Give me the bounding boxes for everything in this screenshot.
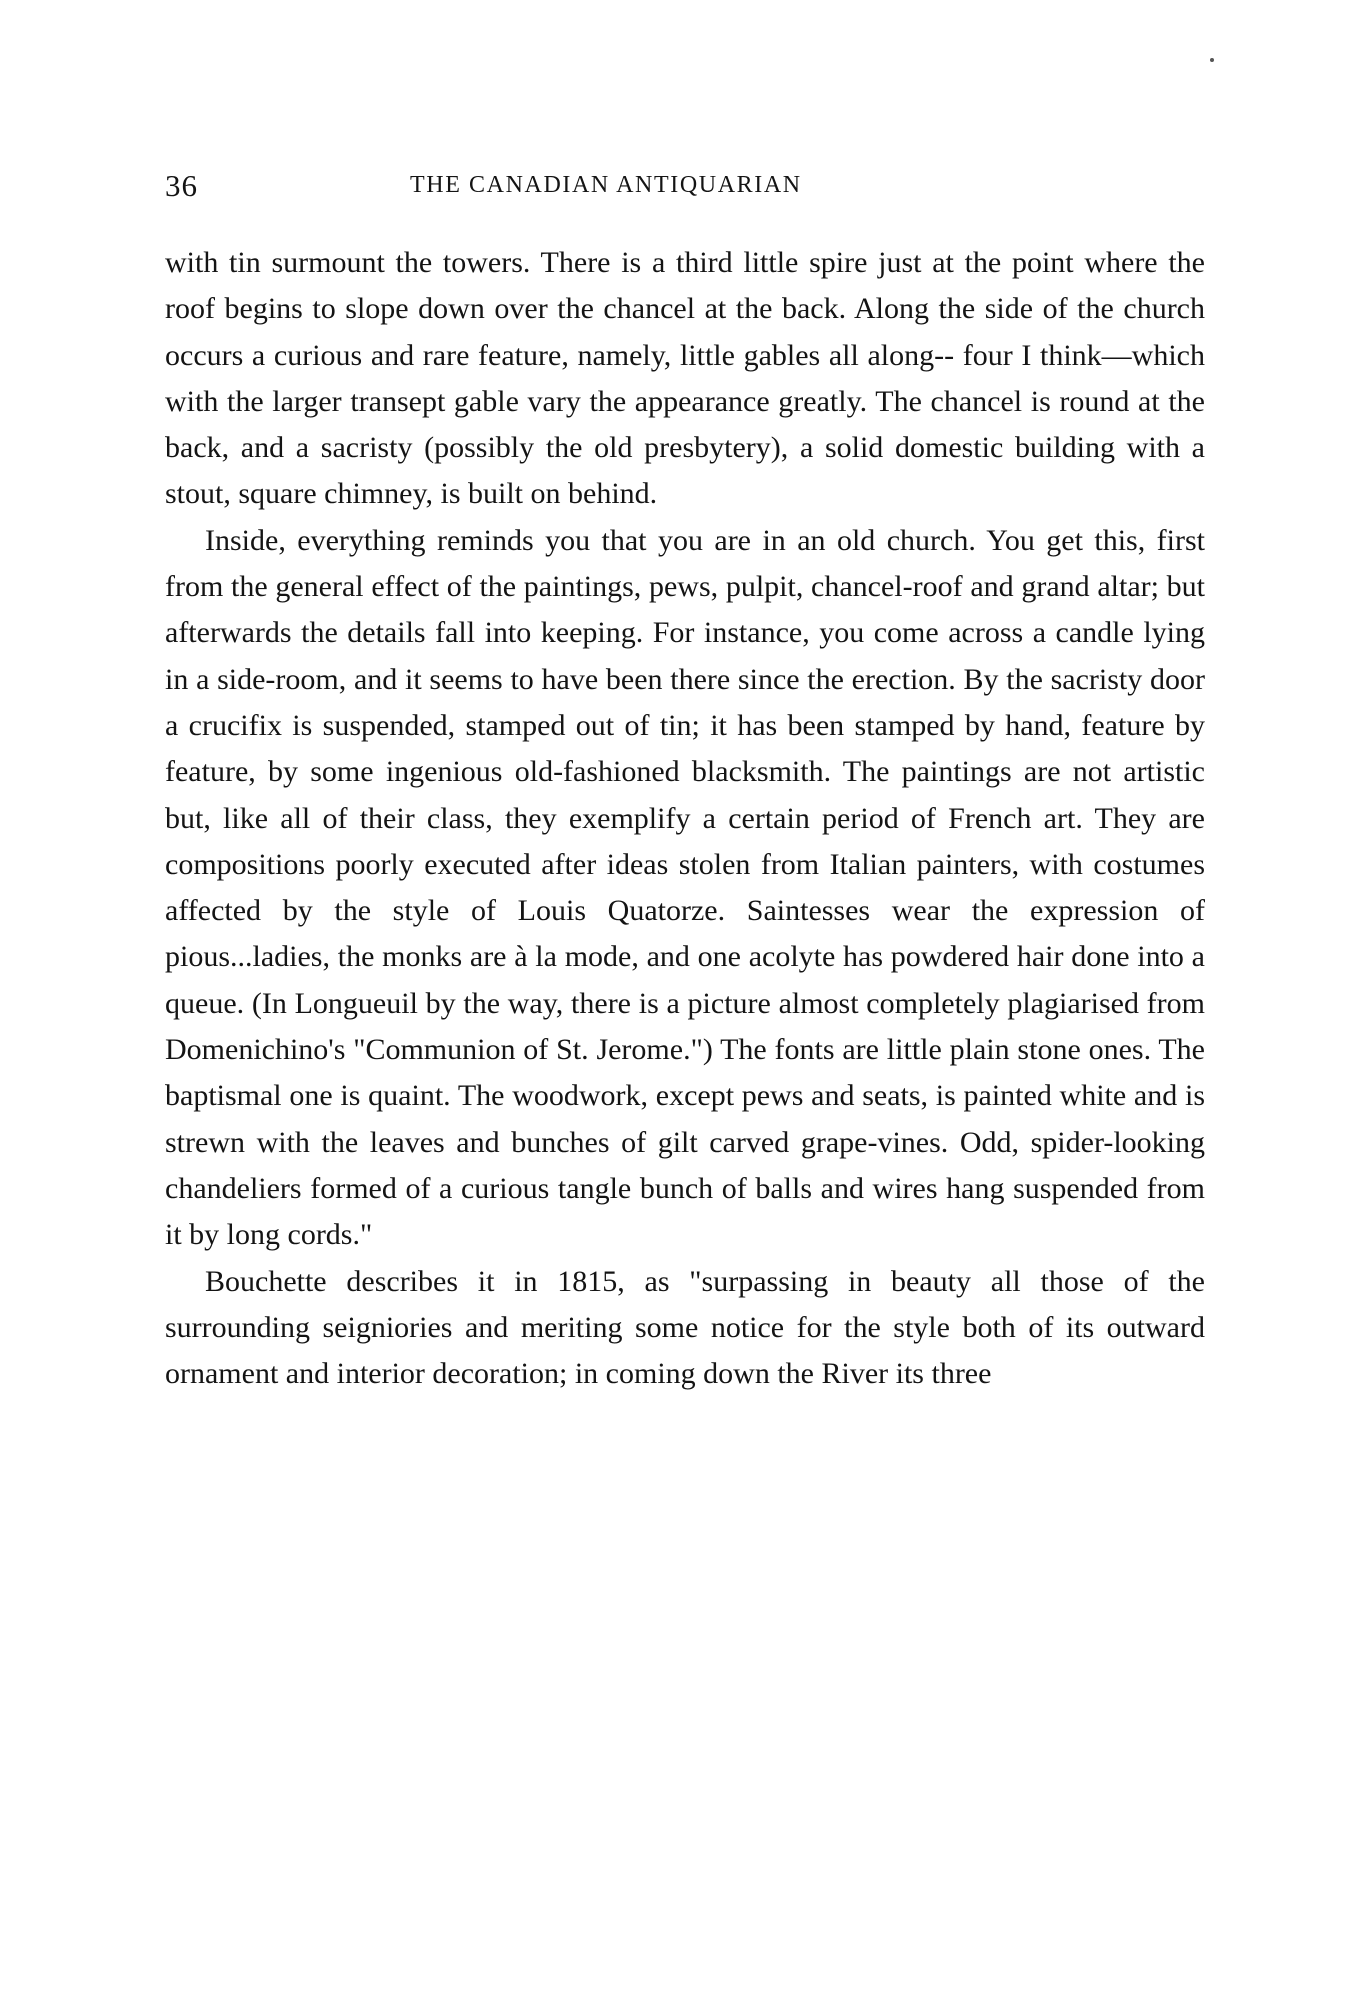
paragraph-bouchette: Bouchette describes it in 1815, as "surpassing in beauty all those of the surrounding seigniories and meriting some notice for the style both of its outward ornament and interior decoration; in coming down the River its three	[165, 1264, 1205, 1391]
page-body	[165, 240, 1205, 1397]
page-speck	[1210, 58, 1214, 62]
running-head: THE CANADIAN ANTIQUARIAN	[410, 172, 802, 198]
paragraph-inside: Inside, everything reminds you that you are in an old church. You get this, first from the general effect of the paintings, pews, pulpit, chancel-roof and grand altar; but afterwards the details fall into keeping. For instance, you come across a candle lying in a side-room, and it seems to have been there since the erection. By the sacristy door a crucifix is suspended, stamped out of tin; it has been stamped by hand, feature by feature, by some ingenious old-fashioned blacksmith. The paintings are not artistic but, like all of their class, they exemplify a certain period of French art. They are compositions poorly executed after ideas stolen from Italian painters, with costumes affected by the style of Louis Quatorze. Saintesses wear the expression of pious...ladies, the monks are à la mode, and one acolyte has powdered hair done into a queue. (In Longueuil by the way, there is a picture almost completely plagiarised from Domenichino's "Communion of St. Jerome.") The fonts are little plain stone ones. The baptismal one is quaint. The woodwork, except pews and seats, is painted white and is strewn with the leaves and bunches of gilt carved grape-vines. Odd, spider-looking chandeliers formed of a curious tangle bunch of balls and wires hang suspended from it by long cords."	[165, 523, 1205, 1252]
page-header	[165, 168, 1205, 208]
paragraph-continued: with tin surmount the towers. There is a third little spire just at the point where the roof begins to slope down over the chancel at the back. Along the side of the church occurs a curious and rare feature, namely, little gables all along-- four I think—which with the larger transept gable vary the appearance greatly. The chancel is round at the back, and a sacristy (possibly the old presbytery), a solid domestic building with a stout, square chimney, is built on behind.	[165, 246, 1205, 511]
page-number: 36	[165, 168, 198, 203]
